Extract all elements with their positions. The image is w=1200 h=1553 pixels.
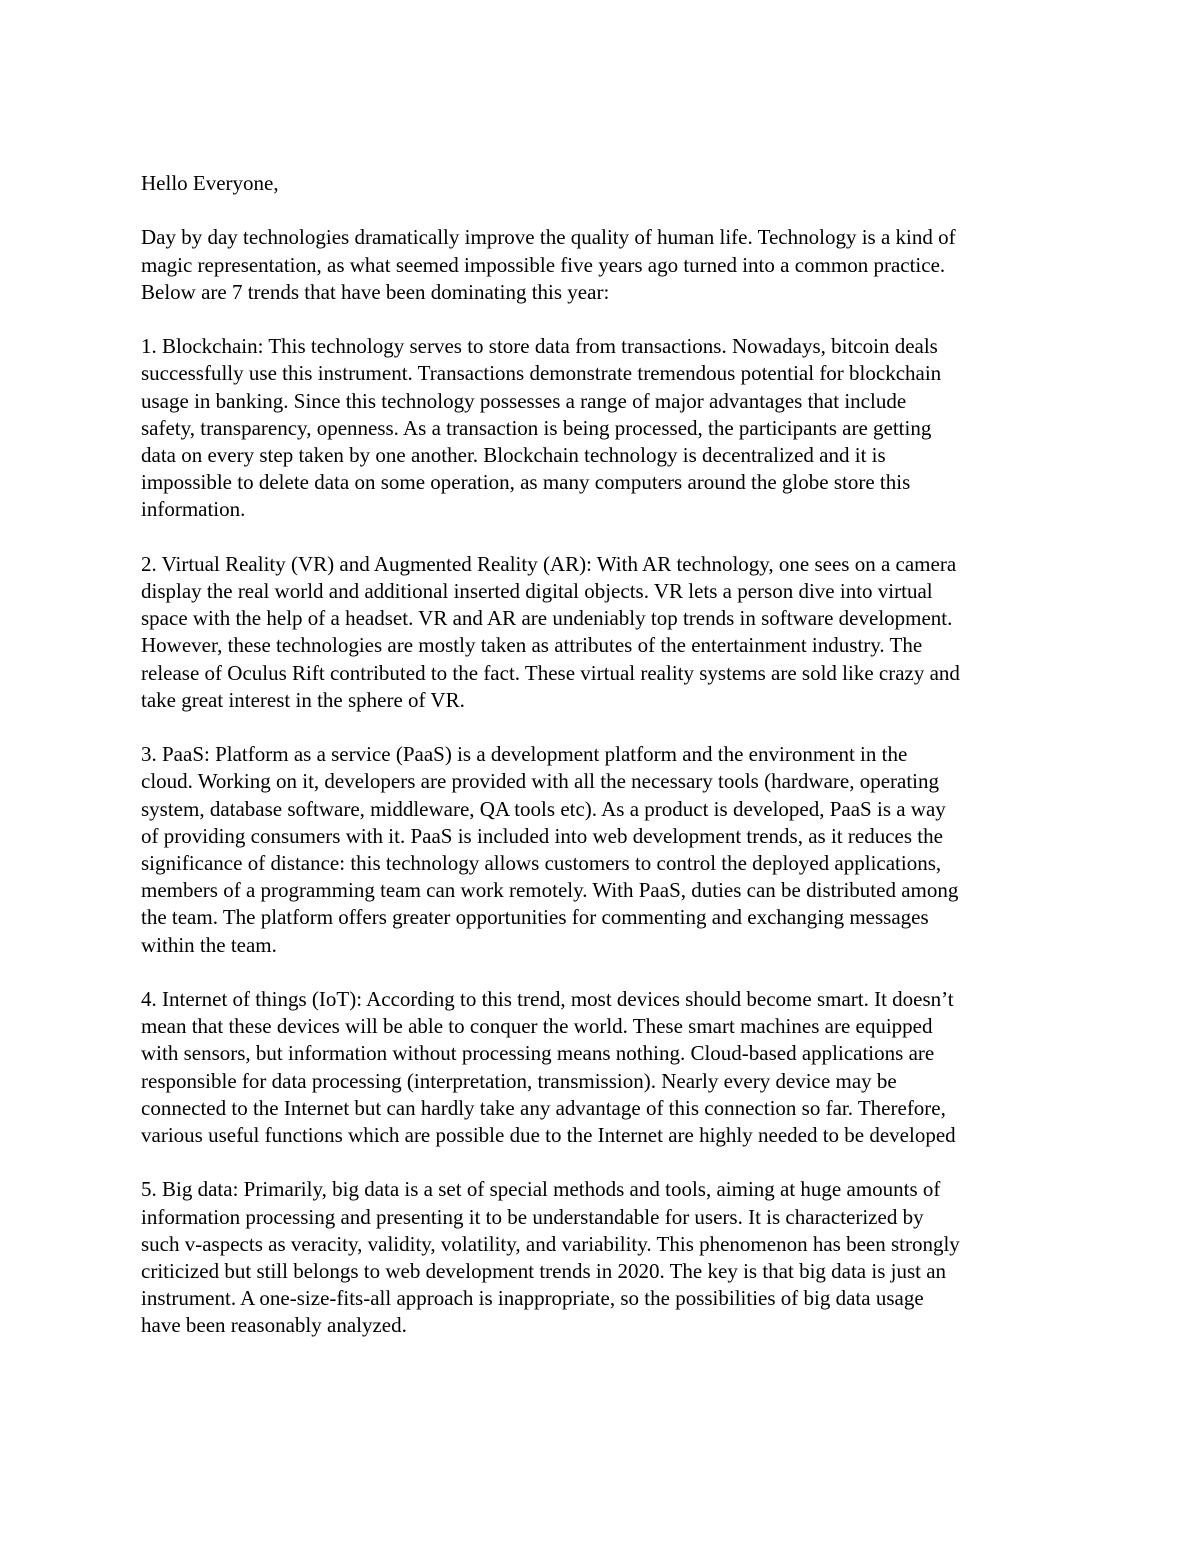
text-line: space with the help of a headset. VR and AR are undeniably top trends in software development. [141, 606, 953, 631]
text-line: such v-aspects as veracity, validity, volatility, and variability. This phenomenon has been strongly [141, 1231, 960, 1256]
text-line: However, these technologies are mostly taken as attributes of the entertainment industry. The [141, 633, 923, 658]
paragraph-big-data [141, 1176, 1063, 1339]
text-line: take great interest in the sphere of VR. [141, 687, 465, 712]
paragraph-blockchain [141, 333, 1063, 523]
text-line: instrument. A one-size-fits-all approach is inappropriate, so the possibilities of big data usage [141, 1286, 924, 1311]
text-line: cloud. Working on it, developers are provided with all the necessary tools (hardware, operating [141, 769, 940, 794]
paragraph-paas [141, 741, 1063, 959]
text-line: within the team. [141, 932, 277, 957]
text-line: Day by day technologies dramatically improve the quality of human life. Technology is a kind of [141, 225, 956, 250]
greeting [141, 170, 1063, 197]
text-line: Below are 7 trends that have been dominating this year: [141, 279, 610, 304]
text-line: magic representation, as what seemed impossible five years ago turned into a common practice. [141, 252, 946, 277]
text-line: various useful functions which are possible due to the Internet are highly needed to be developed [141, 1123, 956, 1148]
text-line: safety, transparency, openness. As a transaction is being processed, the participants are getting [141, 415, 932, 440]
text-line: have been reasonably analyzed. [141, 1313, 407, 1338]
text-line: significance of distance: this technology allows customers to control the deployed applications, [141, 851, 942, 876]
text-line: the team. The platform offers greater opportunities for commenting and exchanging messages [141, 905, 929, 930]
text-line: impossible to delete data on some operation, as many computers around the globe store this [141, 470, 911, 495]
text-line: criticized but still belongs to web development trends in 2020. The key is that big data is just an [141, 1259, 947, 1284]
text-line: 4. Internet of things (IoT): According to this trend, most devices should become smart. It doesn’t [141, 987, 954, 1012]
text-line: mean that these devices will be able to conquer the world. These smart machines are equipped [141, 1014, 933, 1039]
text-line: connected to the Internet but can hardly take any advantage of this connection so far. Therefore, [141, 1095, 946, 1120]
text-line: 1. Blockchain: This technology serves to store data from transactions. Nowadays, bitcoin deals [141, 334, 938, 359]
text-line: of providing consumers with it. PaaS is included into web development trends, as it reduces the [141, 823, 943, 848]
text-line: responsible for data processing (interpretation, transmission). Nearly every device may be [141, 1068, 897, 1093]
document-body [141, 170, 1063, 1367]
paragraph-intro [141, 224, 1063, 306]
text-line: release of Oculus Rift contributed to the fact. These virtual reality systems are sold like crazy and [141, 660, 960, 685]
text-line: with sensors, but information without processing means nothing. Cloud-based applications are [141, 1041, 935, 1066]
text-line: data on every step taken by one another. Blockchain technology is decentralized and it is [141, 443, 886, 467]
text-line: 3. PaaS: Platform as a service (PaaS) is a development platform and the environment in the [141, 742, 908, 767]
text-line: system, database software, middleware, QA tools etc). As a product is developed, PaaS is a way [141, 796, 946, 821]
paragraph-iot [141, 986, 1063, 1149]
greeting-line: Hello Everyone, [141, 171, 279, 195]
text-line: members of a programming team can work remotely. With PaaS, duties can be distributed among [141, 878, 959, 903]
text-line: display the real world and additional inserted digital objects. VR lets a person dive into virtual [141, 579, 933, 603]
text-line: information. [141, 497, 246, 522]
paragraph-vr-ar [141, 551, 1063, 714]
text-line: usage in banking. Since this technology possesses a range of major advantages that include [141, 388, 907, 413]
text-line: 5. Big data: Primarily, big data is a set of special methods and tools, aiming at huge amounts of [141, 1177, 941, 1202]
text-line: 2. Virtual Reality (VR) and Augmented Reality (AR): With AR technology, one sees on a camera [141, 551, 957, 576]
text-line: successfully use this instrument. Transactions demonstrate tremendous potential for blockchain [141, 361, 942, 386]
text-line: information processing and presenting it to be understandable for users. It is characterized by [141, 1204, 924, 1229]
